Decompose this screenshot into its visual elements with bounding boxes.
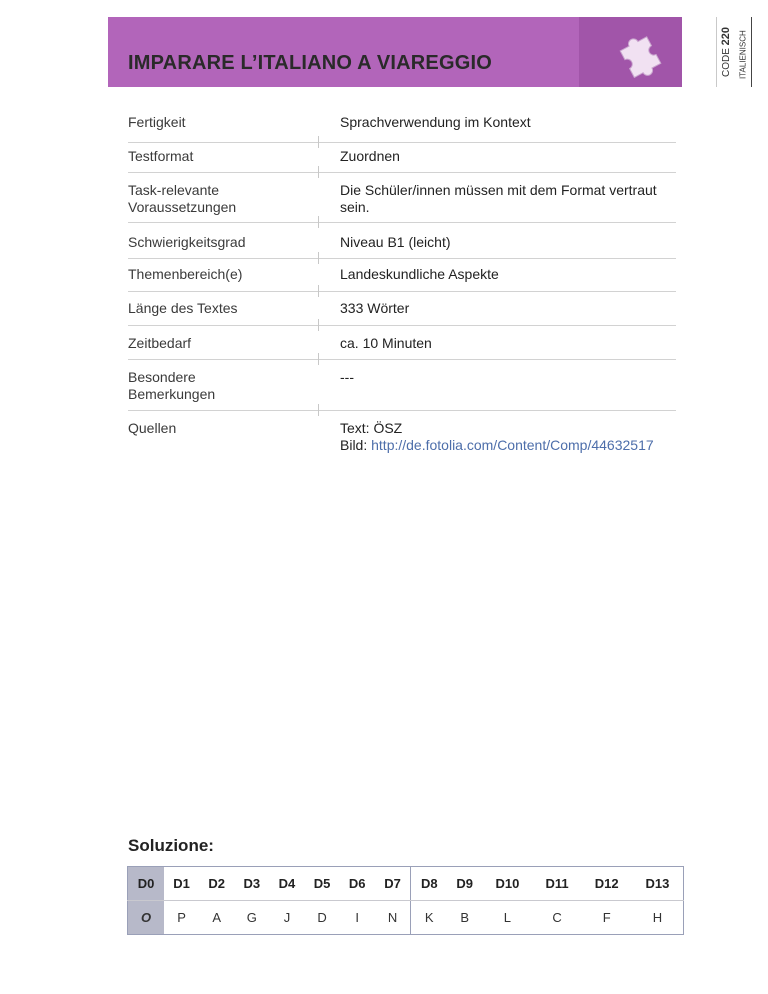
solution-answer-cell: B [447,901,482,935]
solution-header-cell: D5 [305,867,340,901]
solution-answer-cell: D [305,901,340,935]
solution-header-cell: D13 [632,867,684,901]
row-divider [128,222,676,223]
code-tab [716,17,736,87]
solution-header-cell: D10 [482,867,532,901]
solution-header-cell: D11 [533,867,582,901]
solution-answer-row [128,901,684,935]
info-value: Die Schüler/innen müssen mit dem Format vertraut sein. [340,182,657,215]
info-value: Sprachverwendung im Kontext [340,114,531,130]
row-divider [128,410,676,411]
info-value: ca. 10 Minuten [340,335,432,351]
page-title: IMPARARE L’ITALIANO A VIAREGGIO [128,52,492,74]
row-divider [128,258,676,259]
info-label: Task-relevante Voraussetzungen [128,182,237,215]
image-source [340,437,680,454]
solution-header-cell: D4 [269,867,304,901]
solution-answer-cell: J [269,901,304,935]
solution-answer-cell: L [482,901,532,935]
solution-header-cell: D3 [234,867,269,901]
solution-answer-cell: I [340,901,375,935]
row-divider [128,359,676,360]
solution-answer-cell: G [234,901,269,935]
info-label: Länge des Textes [128,300,238,316]
solution-header-cell: D9 [447,867,482,901]
solution-answer-cell: O [128,901,165,935]
solution-header-cell: D2 [199,867,234,901]
image-source-link[interactable]: http://de.fotolia.com/Content/Comp/44632517 [371,437,654,453]
info-value: 333 Wörter [340,300,410,316]
info-label: Schwierigkeitsgrad [128,234,246,250]
solution-header-cell: D1 [164,867,199,901]
row-divider [128,325,676,326]
solution-answer-cell: K [411,901,447,935]
solution-answer-cell: A [199,901,234,935]
solution-answer-cell: C [533,901,582,935]
solution-header-row [128,867,684,901]
language-tab [735,17,752,87]
solution-header-cell: D8 [411,867,447,901]
info-label: Themenbereich(e) [128,266,243,282]
solution-heading: Soluzione: [128,836,214,855]
solution-header-cell: D7 [375,867,411,901]
solution-answer-cell: H [632,901,684,935]
info-value: Niveau B1 (leicht) [340,234,451,250]
solution-answer-cell: F [582,901,632,935]
text-source: Text: ÖSZ [340,420,403,436]
info-label: Quellen [128,420,177,436]
language-label: ITALIENISCH [738,30,748,79]
info-label: Testformat [128,148,194,164]
info-label: Fertigkeit [128,114,186,130]
info-value: Zuordnen [340,148,400,164]
solution-answer-cell: N [375,901,411,935]
solution-table [127,866,684,935]
solution-answer-cell: P [164,901,199,935]
row-divider [128,291,676,292]
info-label: Zeitbedarf [128,335,192,351]
image-source-prefix: Bild: [340,437,372,453]
solution-header-cell: D0 [128,867,165,901]
puzzle-piece-icon [614,28,666,80]
solution-header-cell: D6 [340,867,375,901]
info-value: Landeskundliche Aspekte [340,266,499,282]
info-value-sources [340,420,680,454]
info-label: Besondere Bemerkungen [128,369,216,402]
solution-header-cell: D12 [582,867,632,901]
row-divider [128,172,676,173]
code-label: CODE 220 [720,26,732,77]
row-divider [128,142,676,143]
info-value: --- [340,369,354,385]
